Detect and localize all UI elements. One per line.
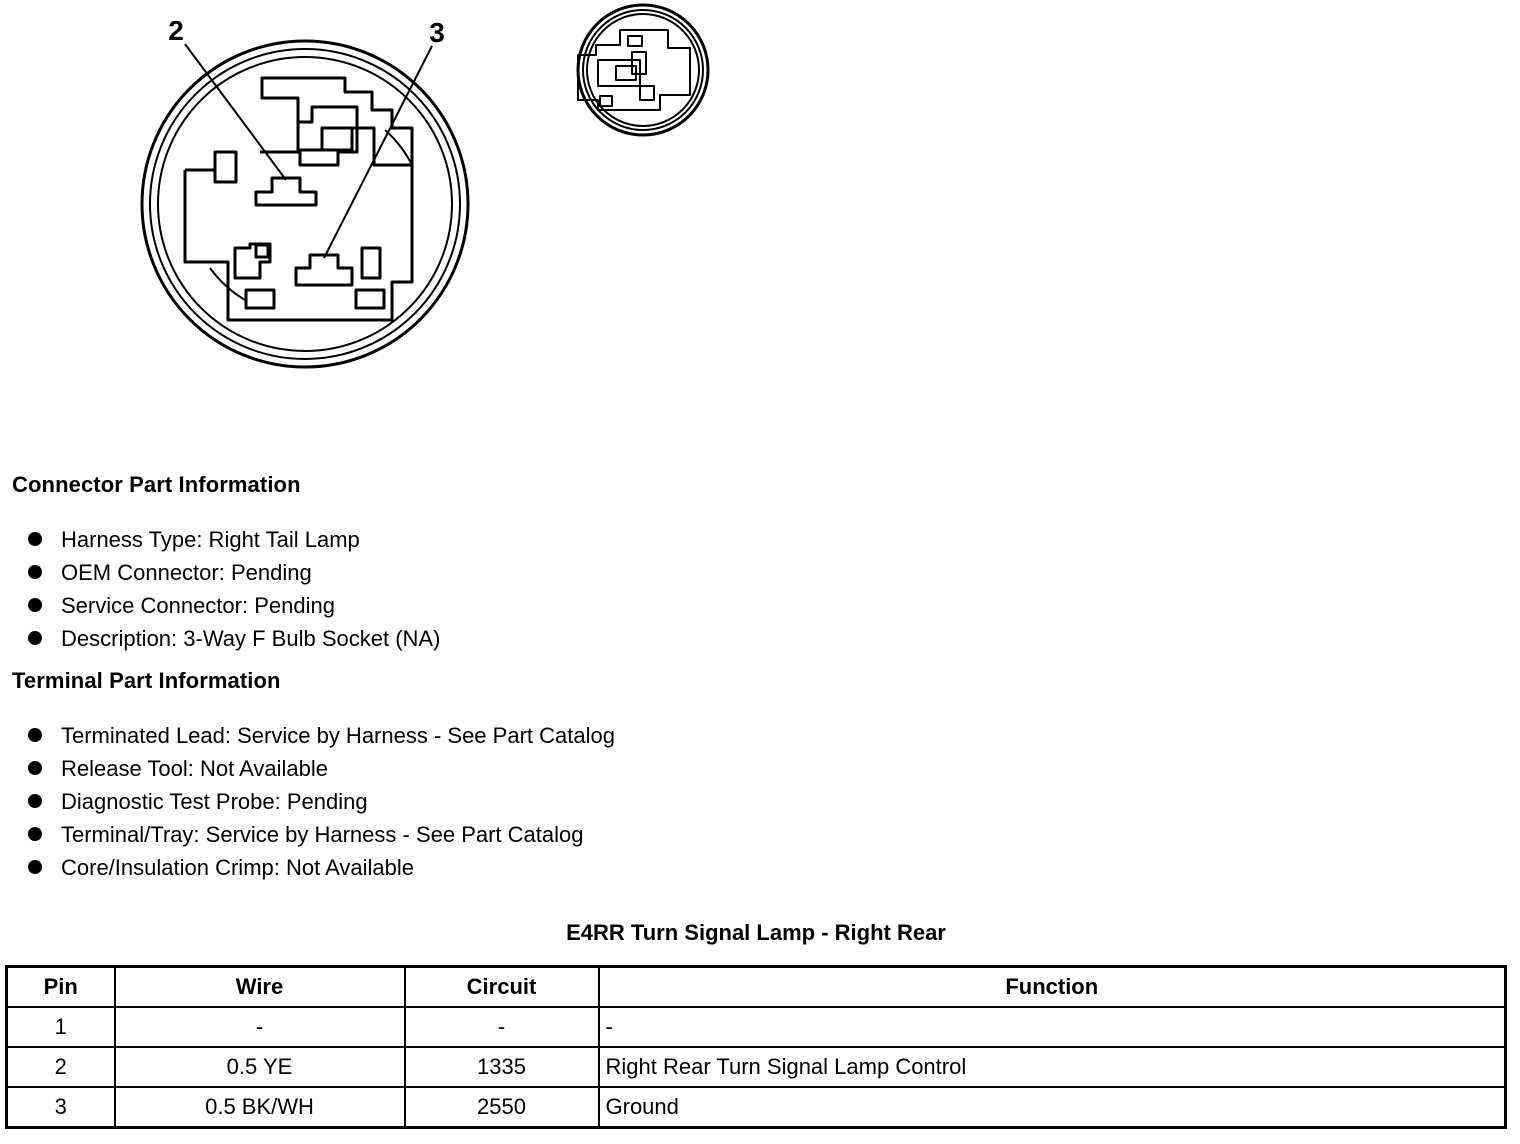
cell-function: -: [599, 1007, 1506, 1047]
bullet-icon: [28, 728, 42, 742]
cell-pin: 1: [7, 1007, 115, 1047]
bullet-icon: [28, 761, 42, 775]
list-item: Harness Type: Right Tail Lamp: [28, 523, 440, 556]
connector-info-title: Connector Part Information: [12, 472, 301, 497]
cell-circuit: 2550: [405, 1087, 599, 1128]
cell-circuit: 1335: [405, 1047, 599, 1087]
bullet-icon: [28, 860, 42, 874]
terminal-cavity-left-top: [185, 152, 236, 182]
bullet-icon: [28, 794, 42, 808]
list-item: Service Connector: Pending: [28, 589, 440, 622]
terminal-cavity-right: [362, 248, 380, 278]
callout-3-label: 3: [429, 17, 445, 48]
terminal-cavity-bottom-right: [356, 290, 384, 308]
cell-wire: 0.5 YE: [115, 1047, 405, 1087]
table-row: [7, 1087, 1506, 1128]
cell-wire: 0.5 BK/WH: [115, 1087, 405, 1128]
list-item: Description: 3-Way F Bulb Socket (NA): [28, 622, 440, 655]
cell-circuit: -: [405, 1007, 599, 1047]
table-header-row: [7, 967, 1506, 1008]
bullet-icon: [28, 827, 42, 841]
terminal-3: [296, 255, 352, 285]
cell-pin: 3: [7, 1087, 115, 1128]
connector-info-list: [28, 523, 440, 655]
cell-function: Right Rear Turn Signal Lamp Control: [599, 1047, 1506, 1087]
header-wire: Wire: [115, 967, 405, 1008]
terminal-info-list: [28, 719, 615, 884]
inner-arc-right: [385, 130, 412, 165]
table-row: [7, 1007, 1506, 1047]
pin-table: [5, 965, 1507, 1129]
connector-face-diagram: [0, 0, 760, 400]
cell-function: Ground: [599, 1087, 1506, 1128]
terminal-1-lock: [256, 245, 268, 257]
list-item: OEM Connector: Pending: [28, 556, 440, 589]
terminal-info-title: Terminal Part Information: [12, 668, 281, 693]
header-function: Function: [599, 967, 1506, 1008]
terminal-1: [235, 244, 270, 278]
list-item: Terminated Lead: Service by Harness - See Part Catalog: [28, 719, 615, 752]
terminal-cavity-upper: [322, 128, 352, 150]
connector-locator-thumbnail: [578, 5, 708, 135]
list-item: Release Tool: Not Available: [28, 752, 615, 785]
bullet-icon: [28, 565, 42, 579]
cell-pin: 2: [7, 1047, 115, 1087]
bullet-icon: [28, 631, 42, 645]
bullet-icon: [28, 598, 42, 612]
callout-2-label: 2: [168, 15, 184, 46]
list-item: Core/Insulation Crimp: Not Available: [28, 851, 615, 884]
header-pin: Pin: [7, 967, 115, 1008]
bullet-icon: [28, 532, 42, 546]
table-row: [7, 1047, 1506, 1087]
list-item: Terminal/Tray: Service by Harness - See Part Catalog: [28, 818, 615, 851]
list-item: Diagnostic Test Probe: Pending: [28, 785, 615, 818]
terminal-2: [256, 178, 316, 205]
pin-table-title: E4RR Turn Signal Lamp - Right Rear: [566, 920, 946, 945]
header-circuit: Circuit: [405, 967, 599, 1008]
cell-wire: -: [115, 1007, 405, 1047]
terminal-cavity-bottom-left: [246, 290, 274, 308]
